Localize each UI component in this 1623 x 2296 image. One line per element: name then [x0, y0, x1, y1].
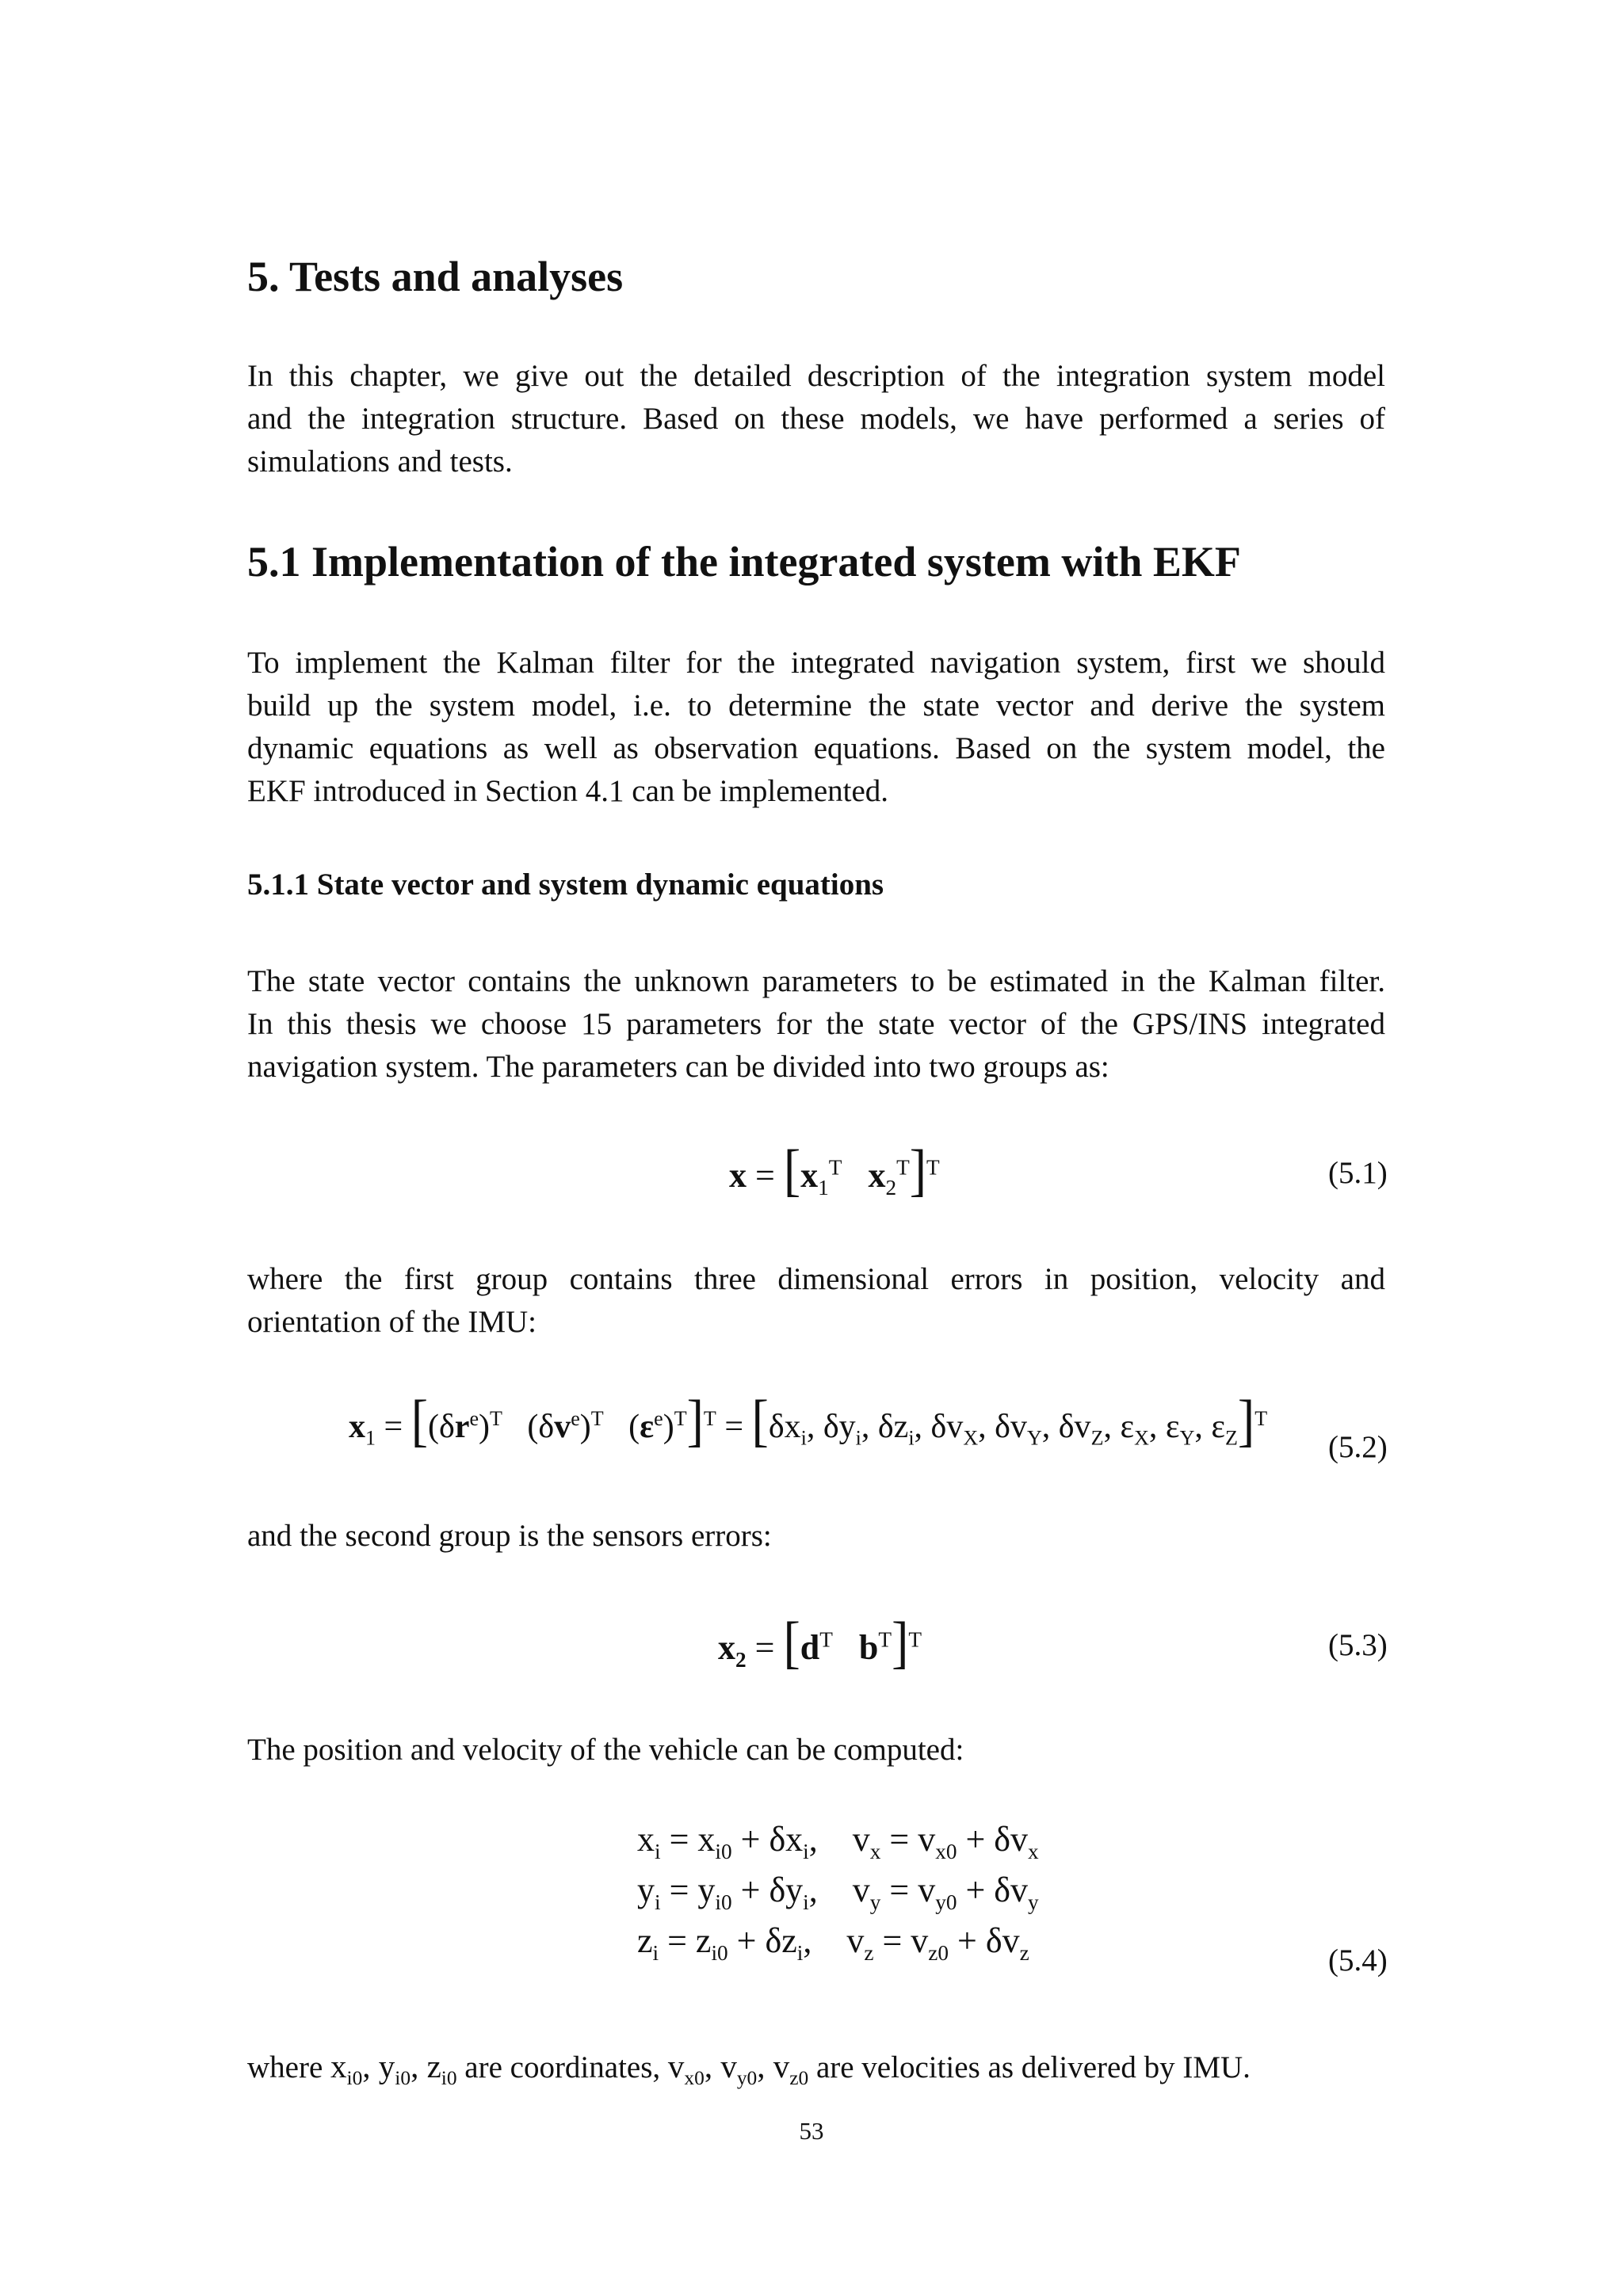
where-math-velocities: $v_{x0}$, $v_{y0}$, $v_{z0}$	[667, 2048, 809, 2090]
where-mid: are coordinates,	[464, 2050, 661, 2084]
second-group-line: and the second group is the sensors errors:	[247, 1519, 772, 1553]
equation-number-5-2: (5.2)	[1328, 1430, 1388, 1464]
section-line-2: build up the system model, i.e. to determine the state vector and derive the system	[247, 688, 1385, 723]
second-group-paragraph	[247, 1515, 1385, 1558]
intro-line-1: In this chapter, we give out the detailed description of the integration system model	[247, 359, 1385, 393]
section-paragraph	[247, 642, 1385, 813]
equation-number-5-1: (5.1)	[1328, 1156, 1388, 1190]
state-line-3: navigation system. The parameters can be divided into two groups as:	[247, 1050, 1109, 1084]
intro-line-3: simulations and tests.	[247, 444, 513, 479]
equation-5-2: $x_1 = [(\delta r^e)^T$ $(\delta v^e)^T$ $(\varepsilon^e)^T]^T = [\delta x_i$, $\delta y_i$, $\delta z_i$, $\delta v_X$, $\delta v_Y$, $\delta v_Z$, $\varepsilon_X$, $\varepsilon_Y$, $\varepsilon_Z]^T$	[349, 1387, 1268, 1453]
first-group-line-1: where the first group contains three dimensional errors in position, velocity and	[247, 1262, 1385, 1296]
section-line-4: EKF introduced in Section 4.1 can be implemented.	[247, 774, 889, 808]
equation-5-3: $x_2 = [d^T$ $b^T]^T$	[718, 1609, 922, 1675]
first-group-line-2: orientation of the IMU:	[247, 1305, 537, 1339]
state-line-1: The state vector contains the unknown parameters to be estimated in the Kalman filter.	[247, 964, 1385, 998]
where-line	[247, 2047, 1251, 2090]
section-heading: 5.1 Implementation of the integrated system with EKF	[247, 538, 1241, 585]
subsection-heading: 5.1.1 State vector and system dynamic equations	[247, 868, 884, 902]
section-line-1: To implement the Kalman filter for the integrated navigation system, first we should	[247, 646, 1385, 680]
intro-paragraph	[247, 355, 1385, 483]
equation-number-5-3: (5.3)	[1328, 1628, 1388, 1662]
where-pre: where	[247, 2050, 323, 2084]
position-paragraph	[247, 1729, 1385, 1772]
equation-5-4	[637, 1814, 1039, 1966]
section-line-3: dynamic equations as well as observation equations. Based on the system model, the	[247, 731, 1385, 765]
first-group-paragraph	[247, 1258, 1385, 1344]
equation-number-5-4: (5.4)	[1328, 1943, 1388, 1978]
position-line: The position and velocity of the vehicle can be computed:	[247, 1733, 964, 1767]
where-post: are velocities as delivered by IMU.	[815, 2050, 1251, 2084]
equation-5-1: $x = [x_1^T$ $x_2^T]^T$	[729, 1137, 940, 1203]
equation-5-4-row-y: $y_i = y_{i0} + \delta y_i$, $v_y = v_{y0} + \delta v_y$	[637, 1871, 1039, 1914]
intro-line-2: and the integration structure. Based on these models, we have performed a series of	[247, 402, 1385, 436]
equation-5-4-row-z: $z_i = z_{i0} + \delta z_i$, $v_z = v_{z0} + \delta v_z$	[637, 1921, 1029, 1965]
state-vector-paragraph	[247, 960, 1385, 1089]
page-number: 53	[799, 2117, 824, 2145]
state-line-2: In this thesis we choose 15 parameters for the state vector of the GPS/INS integrated	[247, 1007, 1385, 1041]
chapter-heading: 5. Tests and analyses	[247, 253, 624, 300]
equation-5-4-row-x: $x_i = x_{i0} + \delta x_i$, $v_x = v_{x0} + \delta v_x$	[637, 1820, 1039, 1863]
where-math-coordinates: $x_{i0}$, $y_{i0}$, $z_{i0}$	[330, 2048, 457, 2090]
